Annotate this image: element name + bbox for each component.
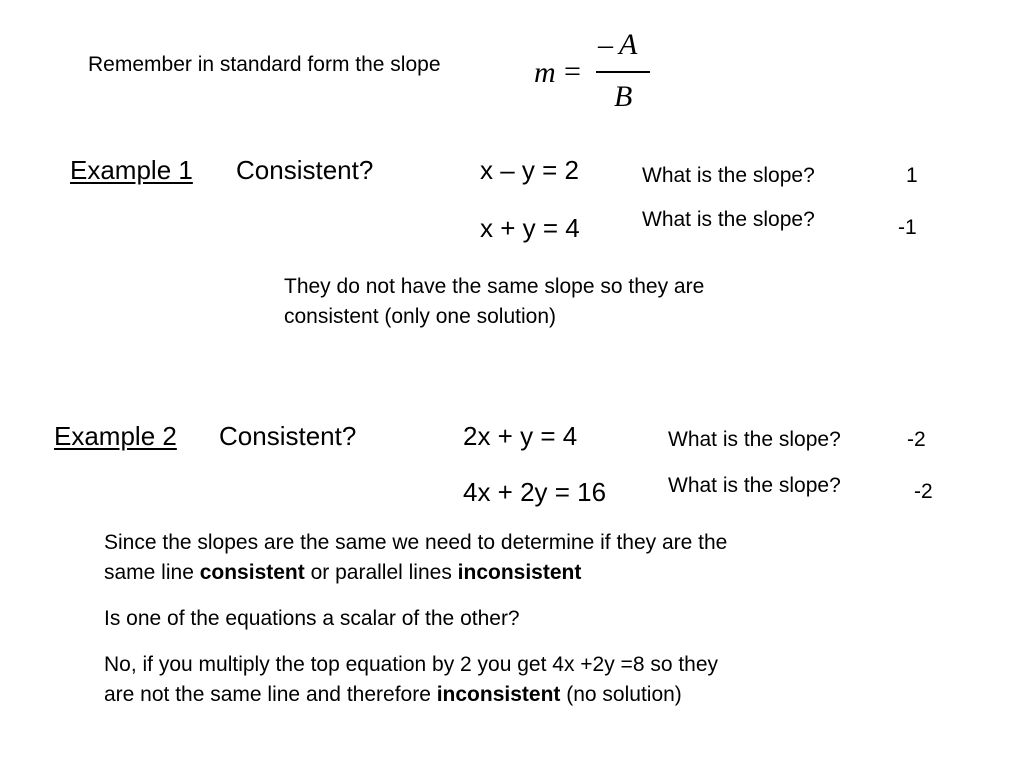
example2-p3-text-a: are not the same line and therefore <box>104 683 437 706</box>
example2-paragraph-3 <box>104 650 718 710</box>
example1-conclusion-line2: consistent (only one solution) <box>284 305 556 328</box>
example2-slope-question-1: What is the slope? <box>668 428 841 451</box>
example1-slope-question-2: What is the slope? <box>642 208 815 231</box>
example2-slope-answer-1: -2 <box>907 428 926 451</box>
example2-p1-inconsistent: inconsistent <box>457 561 582 584</box>
example2-slope-question-2: What is the slope? <box>668 474 841 497</box>
formula-equals: = <box>564 55 581 88</box>
example2-question: Consistent? <box>219 421 357 451</box>
example2-p3-text-c: (no solution) <box>560 683 682 706</box>
example2-p3-inconsistent: inconsistent <box>436 683 561 706</box>
formula-denominator: B <box>614 80 633 113</box>
example2-p1-consistent: consistent <box>199 561 305 584</box>
formula-numerator-a: A <box>619 28 638 61</box>
intro-text: Remember in standard form the slope <box>88 53 441 76</box>
example1-label: Example 1 <box>70 155 193 185</box>
example2-paragraph-2: Is one of the equations a scalar of the other? <box>104 607 520 630</box>
example2-label: Example 2 <box>54 421 177 451</box>
example2-p1-text-c: or parallel lines <box>304 561 458 584</box>
example2-paragraph-1 <box>104 528 727 588</box>
slope-formula <box>534 28 654 118</box>
example2-p3-line1: No, if you multiply the top equation by 2 you get 4x +2y =8 so they <box>104 653 719 676</box>
example2-p1-line2 <box>104 558 727 588</box>
example1-conclusion-line1: They do not have the same slope so they are <box>284 275 705 298</box>
example1-question: Consistent? <box>236 155 374 185</box>
example1-eq1: x – y = 2 <box>480 155 579 185</box>
formula-fraction-bar <box>596 71 650 73</box>
formula-minus: – <box>598 28 613 61</box>
example2-slope-answer-2: -2 <box>914 480 933 503</box>
example2-eq2: 4x + 2y = 16 <box>463 477 607 507</box>
example1-slope-question-1: What is the slope? <box>642 164 815 187</box>
formula-numerator <box>598 28 637 62</box>
example1-conclusion <box>284 272 704 332</box>
example2-p3-line2 <box>104 680 718 710</box>
formula-m: m <box>534 56 556 89</box>
example1-slope-answer-2: -1 <box>898 216 917 239</box>
example1-slope-answer-1: 1 <box>906 164 918 187</box>
example2-p1-line1: Since the slopes are the same we need to determine if they are the <box>104 531 728 554</box>
example2-eq1: 2x + y = 4 <box>463 421 578 451</box>
example2-p1-text-a: same line <box>104 561 200 584</box>
example1-eq2: x + y = 4 <box>480 213 580 243</box>
